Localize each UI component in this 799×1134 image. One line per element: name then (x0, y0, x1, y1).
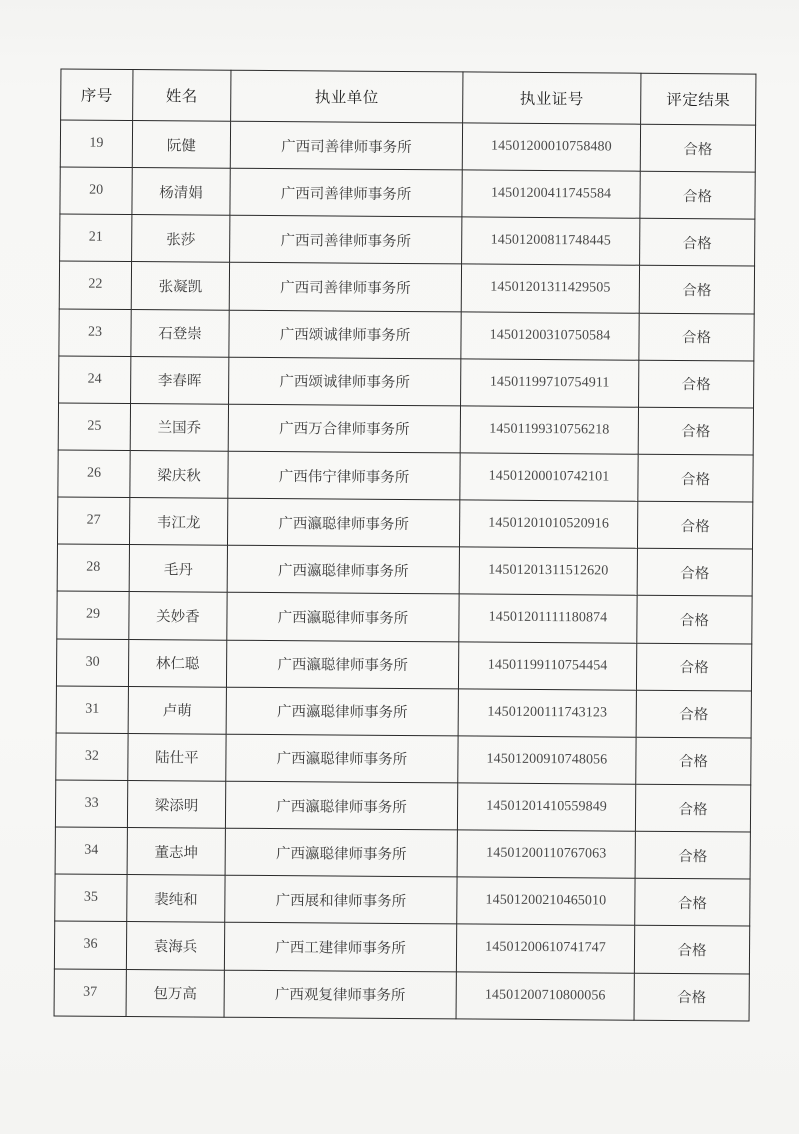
cell-cert: 14501201111180874 (459, 594, 637, 642)
cell-unit: 广西司善律师事务所 (230, 168, 462, 217)
cell-unit: 广西展和律师事务所 (225, 875, 457, 924)
cell-cert: 14501199710754911 (461, 359, 639, 407)
header-index: 序号 (61, 69, 133, 121)
table-row (58, 450, 753, 502)
cell-unit: 广西司善律师事务所 (230, 121, 462, 170)
table-header-row (61, 69, 756, 125)
cell-result: 合格 (636, 737, 751, 785)
cell-cert: 14501200411745584 (462, 170, 640, 218)
cell-unit: 广西伟宁律师事务所 (228, 451, 460, 500)
cell-unit: 广西万合律师事务所 (228, 404, 460, 453)
cell-cert: 14501200210465010 (457, 877, 635, 925)
cell-cert: 14501201311512620 (459, 547, 637, 595)
cell-index: 26 (58, 450, 130, 498)
cell-index: 29 (57, 591, 129, 639)
cell-name: 韦江龙 (129, 498, 227, 546)
cell-name: 梁添明 (127, 780, 225, 828)
cell-unit: 广西司善律师事务所 (230, 215, 462, 264)
table-header (61, 69, 756, 125)
cell-result: 合格 (634, 973, 749, 1021)
cell-name: 关妙香 (129, 592, 227, 640)
cell-unit: 广西瀛聪律师事务所 (226, 734, 458, 783)
cell-index: 37 (54, 968, 126, 1016)
cell-cert: 14501201410559849 (457, 783, 635, 831)
table-row (58, 403, 753, 455)
table-row (57, 591, 752, 643)
table-row (56, 639, 751, 691)
cell-name: 袁海兵 (126, 922, 224, 970)
cell-name: 阮健 (132, 120, 230, 168)
cell-cert: 14501200811748445 (462, 217, 640, 265)
cell-index: 21 (60, 214, 132, 262)
cell-result: 合格 (639, 266, 754, 314)
header-unit: 执业单位 (231, 70, 463, 123)
table-row (59, 356, 754, 408)
cell-index: 32 (56, 733, 128, 781)
cell-name: 梁庆秋 (130, 450, 228, 498)
table-row (57, 544, 752, 596)
table-row (59, 309, 754, 361)
cell-index: 28 (57, 544, 129, 592)
cell-unit: 广西工建律师事务所 (224, 923, 456, 972)
cell-index: 30 (56, 639, 128, 687)
cell-index: 33 (55, 780, 127, 828)
cell-index: 23 (59, 309, 131, 357)
table-row (59, 261, 754, 313)
table-body (54, 120, 756, 1021)
cell-cert: 14501199310756218 (460, 406, 638, 454)
cell-index: 31 (56, 686, 128, 734)
header-result: 评定结果 (641, 73, 756, 125)
cell-unit: 广西瀛聪律师事务所 (226, 640, 458, 689)
cell-result: 合格 (636, 643, 751, 691)
cell-index: 24 (59, 356, 131, 404)
table-row (54, 921, 749, 973)
cell-result: 合格 (639, 360, 754, 408)
cell-result: 合格 (639, 313, 754, 361)
cell-result: 合格 (636, 690, 751, 738)
cell-index: 22 (59, 261, 131, 309)
cell-index: 34 (55, 827, 127, 875)
cell-name: 卢萌 (128, 686, 226, 734)
cell-result: 合格 (635, 878, 750, 926)
table-row (60, 214, 755, 266)
cell-name: 毛丹 (129, 545, 227, 593)
cell-cert: 14501200310750584 (461, 311, 639, 359)
cell-cert: 14501200110767063 (457, 830, 635, 878)
cell-unit: 广西瀛聪律师事务所 (227, 545, 459, 594)
header-cert: 执业证号 (463, 72, 641, 124)
cell-name: 包万高 (126, 969, 224, 1017)
cell-index: 36 (54, 921, 126, 969)
table-row (56, 686, 751, 738)
table-row (60, 167, 755, 219)
cell-unit: 广西颂诚律师事务所 (229, 357, 461, 406)
cell-result: 合格 (638, 454, 753, 502)
cell-result: 合格 (635, 831, 750, 879)
cell-result: 合格 (637, 548, 752, 596)
cell-result: 合格 (635, 784, 750, 832)
cell-index: 19 (60, 120, 132, 168)
cell-result: 合格 (640, 171, 755, 219)
cell-result: 合格 (637, 501, 752, 549)
cell-name: 林仁聪 (128, 639, 226, 687)
cell-cert: 14501200111743123 (458, 689, 636, 737)
cell-name: 董志坤 (127, 828, 225, 876)
table-row (55, 874, 750, 926)
cell-result: 合格 (640, 218, 755, 266)
cell-name: 裴纯和 (127, 875, 225, 923)
table-row (55, 827, 750, 879)
cell-cert: 14501200610741747 (456, 924, 634, 972)
cell-unit: 广西观复律师事务所 (224, 970, 456, 1019)
cell-index: 25 (58, 403, 130, 451)
cell-name: 石登崇 (131, 309, 229, 357)
cell-result: 合格 (638, 407, 753, 455)
cell-unit: 广西瀛聪律师事务所 (225, 828, 457, 877)
cell-unit: 广西瀛聪律师事务所 (227, 498, 459, 547)
cell-name: 杨清娟 (132, 168, 230, 216)
lawyer-assessment-table (54, 68, 757, 1021)
table-row (55, 780, 750, 832)
cell-name: 李春晖 (131, 356, 229, 404)
lawyer-assessment-table-wrapper (54, 68, 756, 1021)
cell-name: 张莎 (132, 215, 230, 263)
cell-cert: 14501200010758480 (462, 123, 640, 171)
header-name: 姓名 (133, 69, 231, 121)
table-row (54, 968, 749, 1020)
cell-name: 陆仕平 (128, 733, 226, 781)
cell-index: 35 (55, 874, 127, 922)
cell-cert: 14501200710800056 (456, 971, 634, 1019)
cell-result: 合格 (640, 124, 755, 172)
cell-cert: 14501201010520916 (459, 500, 637, 548)
cell-result: 合格 (637, 596, 752, 644)
cell-cert: 14501200910748056 (458, 736, 636, 784)
cell-unit: 广西颂诚律师事务所 (229, 310, 461, 359)
cell-index: 27 (57, 497, 129, 545)
cell-unit: 广西瀛聪律师事务所 (227, 593, 459, 642)
cell-name: 张凝凯 (131, 262, 229, 310)
cell-cert: 14501201311429505 (461, 264, 639, 312)
cell-unit: 广西司善律师事务所 (229, 263, 461, 312)
cell-index: 20 (60, 167, 132, 215)
cell-unit: 广西瀛聪律师事务所 (225, 781, 457, 830)
table-row (60, 120, 755, 172)
cell-cert: 14501200010742101 (460, 453, 638, 501)
table-row (56, 733, 751, 785)
cell-unit: 广西瀛聪律师事务所 (226, 687, 458, 736)
cell-result: 合格 (634, 926, 749, 974)
cell-name: 兰国乔 (130, 403, 228, 451)
table-row (57, 497, 752, 549)
cell-cert: 14501199110754454 (458, 641, 636, 689)
